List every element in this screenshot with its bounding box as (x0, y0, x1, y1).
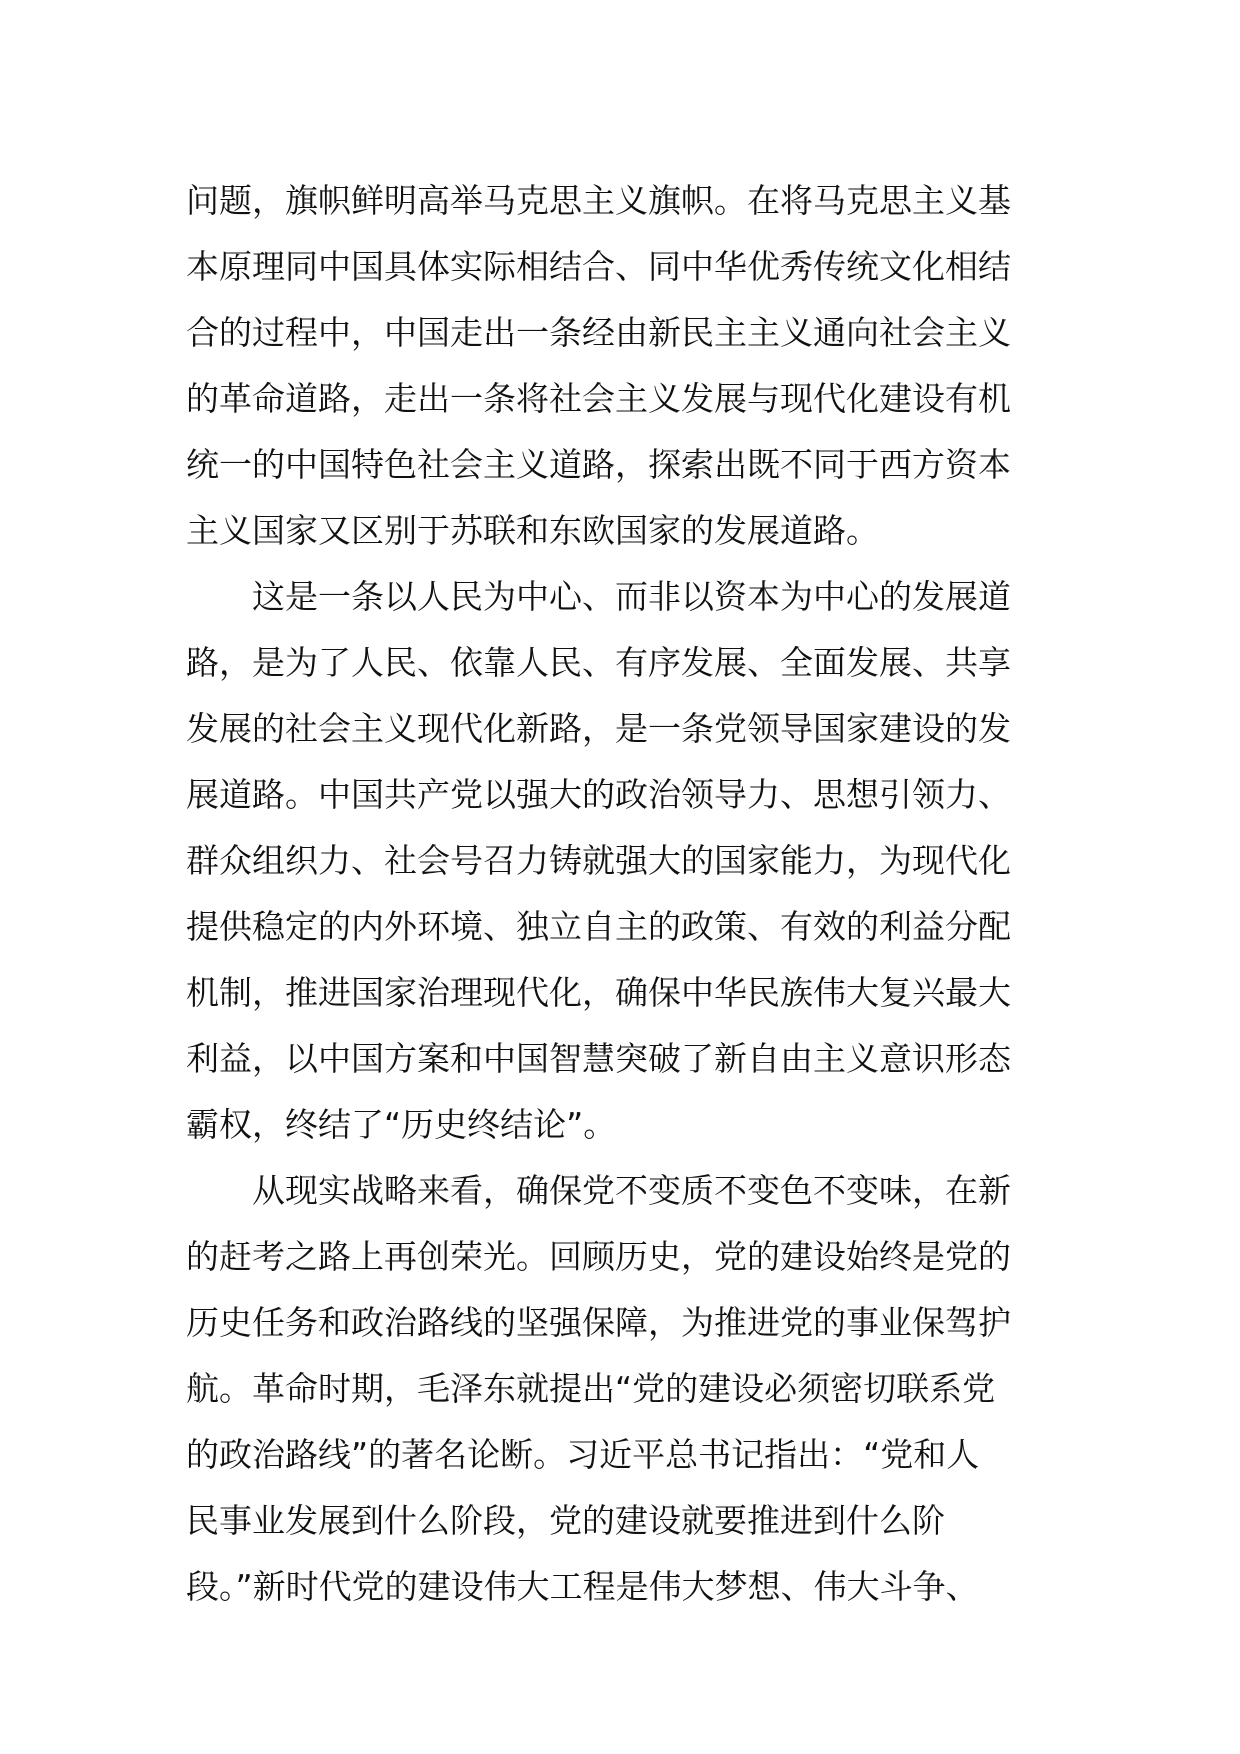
text-line: 问题，旗帜鲜明高举马克思主义旗帜。在将马克思主义基 (186, 181, 1011, 220)
text-line: 段。”新时代党的建设伟大工程是伟大梦想、伟大斗争、 (186, 1567, 979, 1606)
document-body (186, 168, 1052, 1620)
text-line: 路，是为了人民、依靠人民、有序发展、全面发展、共享 (186, 643, 1011, 682)
text-line: 历史任务和政治路线的坚强保障，为推进党的事业保驾护 (186, 1303, 1011, 1342)
text-line: 展道路。中国共产党以强大的政治领导力、思想引领力、 (186, 775, 1011, 814)
text-line: 群众组织力、社会号召力铸就强大的国家能力，为现代化 (186, 841, 1011, 880)
text-line: 的政治路线”的著名论断。习近平总书记指出：“党和人 (186, 1435, 980, 1474)
paragraph-2 (186, 564, 1052, 1158)
text-line: 民事业发展到什么阶段，党的建设就要推进到什么阶 (186, 1501, 945, 1540)
text-line: 发展的社会主义现代化新路，是一条党领导国家建设的发 (186, 709, 1011, 748)
text-line: 机制，推进国家治理现代化，确保中华民族伟大复兴最大 (186, 973, 1011, 1012)
text-line: 统一的中国特色社会主义道路，探索出既不同于西方资本 (186, 445, 1011, 484)
text-line: 合的过程中，中国走出一条经由新民主主义通向社会主义 (186, 313, 1011, 352)
paragraph-1 (186, 168, 1052, 564)
text-line: 的革命道路，走出一条将社会主义发展与现代化建设有机 (186, 379, 1011, 418)
text-line: 利益，以中国方案和中国智慧突破了新自由主义意识形态 (186, 1039, 1011, 1078)
text-line: 这是一条以人民为中心、而非以资本为中心的发展道 (252, 577, 1011, 616)
text-line: 的赶考之路上再创荣光。回顾历史，党的建设始终是党的 (186, 1237, 1011, 1276)
text-line: 本原理同中国具体实际相结合、同中华优秀传统文化相结 (186, 247, 1011, 286)
text-line: 从现实战略来看，确保党不变质不变色不变味，在新 (252, 1171, 1011, 1210)
paragraph-3 (186, 1158, 1052, 1620)
text-line: 航。革命时期，毛泽东就提出“党的建设必须密切联系党 (186, 1369, 996, 1408)
text-line: 提供稳定的内外环境、独立自主的政策、有效的利益分配 (186, 907, 1011, 946)
text-line: 主义国家又区别于苏联和东欧国家的发展道路。 (186, 511, 879, 550)
text-line: 霸权，终结了“历史终结论”。 (186, 1105, 617, 1144)
